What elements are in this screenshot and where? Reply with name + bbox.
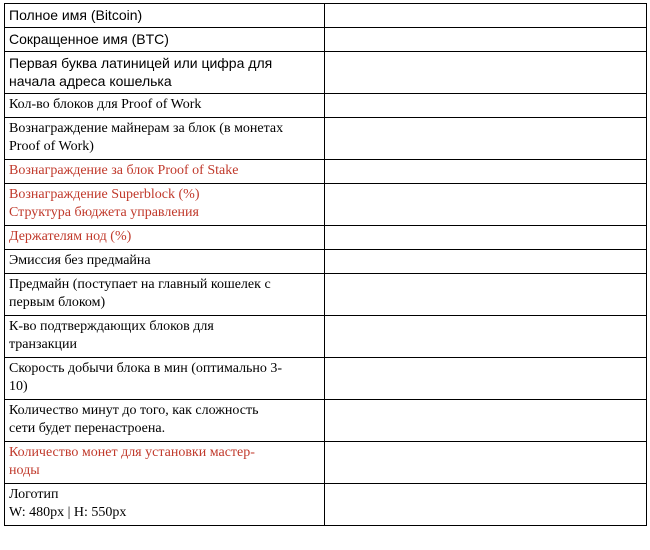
table-row	[5, 316, 647, 358]
premine-value-cell[interactable]	[325, 274, 647, 316]
superblock-reward-label: Вознаграждение Superblock (%) Структура бюджета управления	[5, 184, 325, 226]
premine-label: Предмайн (поступает на главный кошелек с первым блоком)	[5, 274, 325, 316]
block-time-label: Скорость добычи блока в мин (оптимально 3- 10)	[5, 358, 325, 400]
superblock-reward-value-cell[interactable]	[325, 184, 647, 226]
pos-reward-value-cell[interactable]	[325, 160, 647, 184]
full-name-value-cell[interactable]	[325, 4, 647, 28]
short-name-label: Сокращенное имя (BTC)	[5, 28, 325, 52]
node-holders-value-cell[interactable]	[325, 226, 647, 250]
pow-reward-value-cell[interactable]	[325, 118, 647, 160]
block-time-value-cell[interactable]	[325, 358, 647, 400]
table-row	[5, 28, 647, 52]
address-prefix-label: Первая буква латиницей или цифра для начала адреса кошелька	[5, 52, 325, 94]
table-row	[5, 250, 647, 274]
pos-reward-label: Вознаграждение за блок Proof of Stake	[5, 160, 325, 184]
masternode-collateral-value-cell[interactable]	[325, 442, 647, 484]
pow-reward-label: Вознаграждение майнерам за блок (в монетах Proof of Work)	[5, 118, 325, 160]
confirmations-label: К-во подтверждающих блоков для транзакции	[5, 316, 325, 358]
table-row	[5, 274, 647, 316]
pow-blocks-label: Кол-во блоков для Proof of Work	[5, 94, 325, 118]
logo-value-cell[interactable]	[325, 484, 647, 526]
emission-value-cell[interactable]	[325, 250, 647, 274]
address-prefix-value-cell[interactable]	[325, 52, 647, 94]
difficulty-retarget-value-cell[interactable]	[325, 400, 647, 442]
confirmations-value-cell[interactable]	[325, 316, 647, 358]
table-row	[5, 52, 647, 94]
table-row	[5, 184, 647, 226]
emission-label: Эмиссия без предмайна	[5, 250, 325, 274]
table-row	[5, 4, 647, 28]
coin-parameters-table	[4, 3, 647, 526]
table-row	[5, 160, 647, 184]
masternode-collateral-label: Количество монет для установки мастер- ноды	[5, 442, 325, 484]
difficulty-retarget-label: Количество минут до того, как сложность сети будет перенастроена.	[5, 400, 325, 442]
table-row	[5, 400, 647, 442]
table-row	[5, 118, 647, 160]
table-row	[5, 226, 647, 250]
pow-blocks-value-cell[interactable]	[325, 94, 647, 118]
node-holders-label: Держателям нод (%)	[5, 226, 325, 250]
table-row	[5, 358, 647, 400]
logo-label: Логотип W: 480px | H: 550px	[5, 484, 325, 526]
table-row	[5, 442, 647, 484]
table-row	[5, 94, 647, 118]
full-name-label: Полное имя (Bitcoin)	[5, 4, 325, 28]
short-name-value-cell[interactable]	[325, 28, 647, 52]
table-row	[5, 484, 647, 526]
